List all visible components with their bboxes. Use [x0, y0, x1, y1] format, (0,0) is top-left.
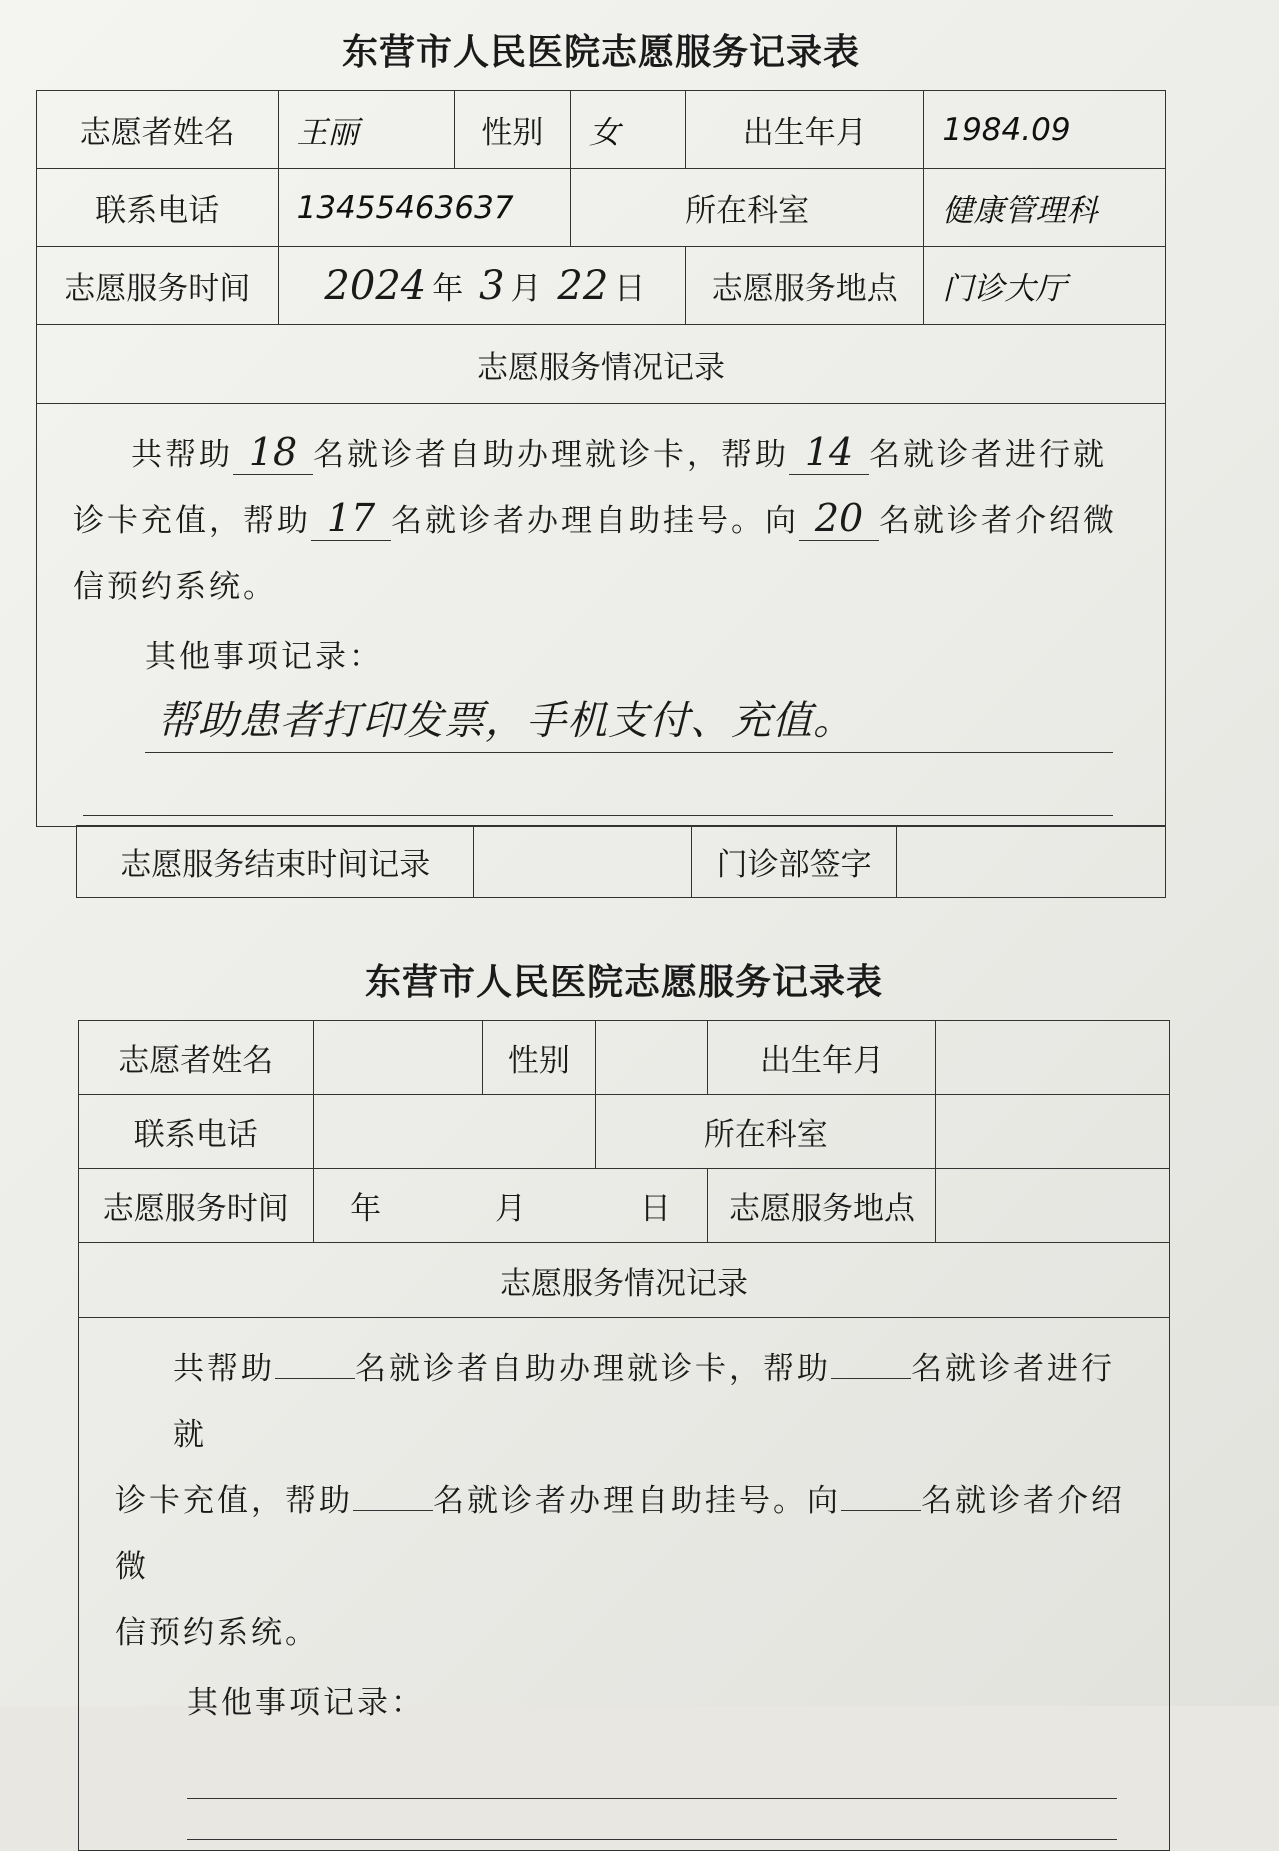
record-text: 名就诊者介绍微 — [115, 1483, 1125, 1585]
record-text: 名就诊者进行就 — [173, 1351, 1115, 1453]
label-phone: 联系电话 — [79, 1095, 314, 1169]
section-heading: 志愿服务情况记录 — [79, 1243, 1170, 1318]
record-text: 诊卡充值，帮助 — [115, 1483, 353, 1519]
date-day-unit: 日 — [639, 1191, 671, 1227]
count-register[interactable]: 17 — [311, 496, 391, 541]
record-text: 诊卡充值，帮助 — [73, 503, 311, 539]
date-month-unit: 月 — [510, 270, 542, 307]
label-time: 志愿服务时间 — [79, 1169, 314, 1243]
count-wechat[interactable]: 20 — [799, 496, 879, 541]
record-text: 名就诊者办理自助挂号。向 — [433, 1483, 841, 1519]
record-form-blank — [78, 958, 1170, 1851]
value-name[interactable]: 王丽 — [278, 91, 454, 169]
other-items-line-1[interactable]: 帮助患者打印发票，手机支付、充值。 — [145, 690, 1113, 753]
label-birth: 出生年月 — [686, 91, 924, 169]
value-birth[interactable] — [936, 1021, 1170, 1095]
other-items-line-2[interactable] — [187, 1799, 1117, 1840]
value-gender[interactable] — [596, 1021, 708, 1095]
value-end-time[interactable] — [474, 826, 692, 898]
label-name: 志愿者姓名 — [79, 1021, 314, 1095]
value-phone[interactable] — [313, 1095, 596, 1169]
record-text: 名就诊者介绍微 — [879, 503, 1117, 539]
label-end-time: 志愿服务结束时间记录 — [77, 826, 474, 898]
record-form-filled — [36, 28, 1166, 898]
label-birth: 出生年月 — [708, 1021, 936, 1095]
date-year: 2024 — [324, 262, 427, 309]
record-text: 名就诊者自助办理就诊卡，帮助 — [355, 1351, 831, 1387]
record-text: 共帮助 — [131, 437, 233, 473]
date-year-unit: 年 — [350, 1191, 382, 1227]
form-title: 东营市人民医院志愿服务记录表 — [364, 961, 883, 1003]
date-month: 3 — [479, 262, 505, 309]
date-month-unit: 月 — [495, 1191, 527, 1227]
label-time: 志愿服务时间 — [37, 247, 279, 325]
record-text: 信预约系统。 — [115, 1615, 319, 1651]
value-place[interactable] — [936, 1169, 1170, 1243]
info-table — [36, 90, 1166, 827]
record-text: 名就诊者进行就 — [869, 437, 1107, 473]
label-dept: 所在科室 — [570, 169, 923, 247]
value-service-date[interactable] — [313, 1169, 708, 1243]
count-wechat[interactable] — [841, 1510, 921, 1511]
record-text: 共帮助 — [173, 1351, 275, 1387]
label-dept: 所在科室 — [596, 1095, 936, 1169]
label-name: 志愿者姓名 — [37, 91, 279, 169]
date-day-unit: 日 — [614, 270, 646, 307]
other-items-label: 其他事项记录： — [187, 1685, 425, 1721]
record-text: 名就诊者自助办理就诊卡，帮助 — [313, 437, 789, 473]
value-birth[interactable]: 1984.09 — [924, 91, 1166, 169]
other-items-label: 其他事项记录： — [145, 639, 383, 675]
service-record-body — [37, 404, 1166, 827]
count-recharge[interactable]: 14 — [789, 430, 869, 475]
record-text: 名就诊者办理自助挂号。向 — [391, 503, 799, 539]
label-place: 志愿服务地点 — [686, 247, 924, 325]
value-phone[interactable]: 13455463637 — [278, 169, 570, 247]
value-service-date[interactable] — [278, 247, 686, 325]
label-gender: 性别 — [454, 91, 570, 169]
date-year-unit: 年 — [432, 270, 464, 307]
other-items-line-2[interactable] — [83, 753, 1113, 816]
service-record-body — [79, 1318, 1170, 1851]
value-place[interactable]: 门诊大厅 — [924, 247, 1166, 325]
info-table — [78, 1020, 1170, 1851]
count-card[interactable] — [275, 1378, 355, 1379]
count-card[interactable]: 18 — [233, 430, 313, 475]
count-register[interactable] — [353, 1510, 433, 1511]
date-day: 22 — [557, 262, 609, 309]
label-phone: 联系电话 — [37, 169, 279, 247]
value-gender[interactable]: 女 — [570, 91, 685, 169]
form-title: 东营市人民医院志愿服务记录表 — [341, 31, 860, 73]
section-heading: 志愿服务情况记录 — [37, 325, 1166, 404]
end-table — [76, 825, 1166, 898]
value-dept[interactable]: 健康管理科 — [924, 169, 1166, 247]
value-signature[interactable] — [897, 826, 1166, 898]
value-name[interactable] — [313, 1021, 482, 1095]
count-recharge[interactable] — [831, 1378, 911, 1379]
label-signature: 门诊部签字 — [692, 826, 897, 898]
label-place: 志愿服务地点 — [708, 1169, 936, 1243]
other-items-line-1[interactable] — [187, 1736, 1117, 1799]
record-text: 信预约系统。 — [73, 569, 277, 605]
label-gender: 性别 — [482, 1021, 595, 1095]
value-dept[interactable] — [936, 1095, 1170, 1169]
